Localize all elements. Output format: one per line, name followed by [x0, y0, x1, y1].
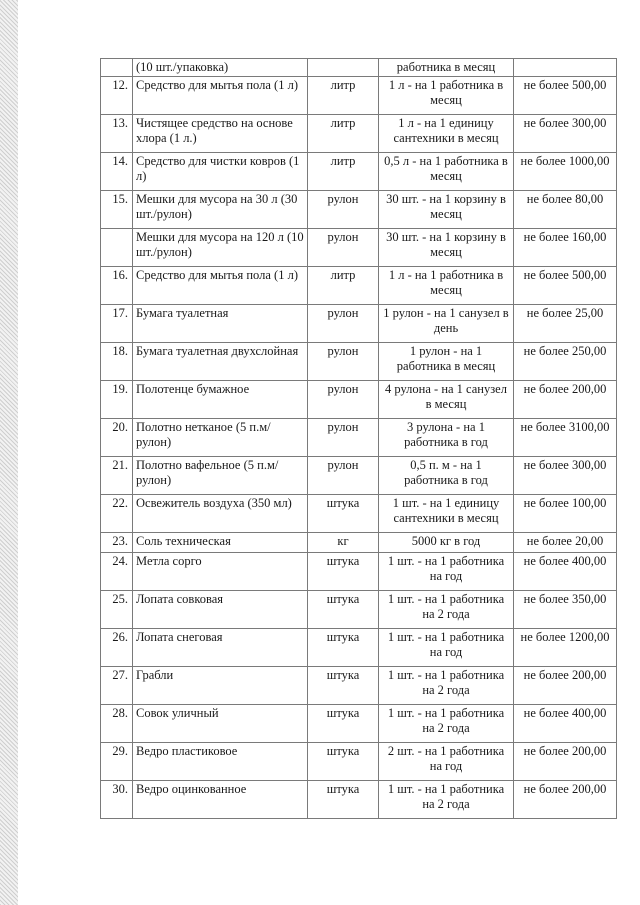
row-number-cell: 24.	[101, 553, 133, 591]
consumption-norm-cell: 1 рулон - на 1 работника в месяц	[379, 343, 514, 381]
item-name-cell: Лопата снеговая	[133, 629, 308, 667]
item-name-cell: Освежитель воздуха (350 мл)	[133, 495, 308, 533]
row-number-cell: 13.	[101, 115, 133, 153]
price-limit-cell: не более 1200,00	[514, 629, 617, 667]
table-row	[101, 305, 617, 343]
row-number-cell: 28.	[101, 705, 133, 743]
unit-of-measure-cell: рулон	[308, 381, 379, 419]
price-limit-cell: не более 300,00	[514, 457, 617, 495]
consumption-norm-cell: 1 рулон - на 1 санузел в день	[379, 305, 514, 343]
item-name-cell: Полотно нетканое (5 п.м/рулон)	[133, 419, 308, 457]
price-limit-cell: не более 400,00	[514, 705, 617, 743]
unit-of-measure-cell: штука	[308, 495, 379, 533]
item-name-cell: Полотно вафельное (5 п.м/рулон)	[133, 457, 308, 495]
row-number-cell: 20.	[101, 419, 133, 457]
item-name-cell: (10 шт./упаковка)	[133, 59, 308, 77]
row-number-cell: 21.	[101, 457, 133, 495]
unit-of-measure-cell: штука	[308, 591, 379, 629]
item-name-cell: Совок уличный	[133, 705, 308, 743]
unit-of-measure-cell: рулон	[308, 191, 379, 229]
price-limit-cell: не более 100,00	[514, 495, 617, 533]
price-limit-cell: не более 25,00	[514, 305, 617, 343]
row-number-cell	[101, 229, 133, 267]
table-row	[101, 381, 617, 419]
item-name-cell: Метла сорго	[133, 553, 308, 591]
table-row	[101, 667, 617, 705]
consumption-norm-cell: 1 шт. - на 1 единицу сантехники в месяц	[379, 495, 514, 533]
table-row	[101, 629, 617, 667]
table-row	[101, 705, 617, 743]
price-limit-cell: не более 80,00	[514, 191, 617, 229]
row-number-cell: 12.	[101, 77, 133, 115]
item-name-cell: Средство для мытья пола (1 л)	[133, 77, 308, 115]
unit-of-measure-cell: штука	[308, 667, 379, 705]
item-name-cell: Соль техническая	[133, 533, 308, 553]
price-limit-cell: не более 200,00	[514, 743, 617, 781]
consumption-norm-cell: 4 рулона - на 1 санузел в месяц	[379, 381, 514, 419]
row-number-cell: 23.	[101, 533, 133, 553]
unit-of-measure-cell: рулон	[308, 229, 379, 267]
consumption-norm-cell: 5000 кг в год	[379, 533, 514, 553]
item-name-cell: Средство для чистки ковров (1 л)	[133, 153, 308, 191]
unit-of-measure-cell: литр	[308, 267, 379, 305]
price-limit-cell: не более 350,00	[514, 591, 617, 629]
table-row	[101, 533, 617, 553]
unit-of-measure-cell: рулон	[308, 305, 379, 343]
item-name-cell: Чистящее средство на основе хлора (1 л.)	[133, 115, 308, 153]
row-number-cell: 19.	[101, 381, 133, 419]
table-row	[101, 591, 617, 629]
consumption-norm-cell: 0,5 п. м - на 1 работника в год	[379, 457, 514, 495]
price-limit-cell: не более 20,00	[514, 533, 617, 553]
consumption-norm-cell: 30 шт. - на 1 корзину в месяц	[379, 229, 514, 267]
item-name-cell: Мешки для мусора на 30 л (30 шт./рулон)	[133, 191, 308, 229]
table-row	[101, 343, 617, 381]
item-name-cell: Лопата совковая	[133, 591, 308, 629]
item-name-cell: Полотенце бумажное	[133, 381, 308, 419]
table-row	[101, 419, 617, 457]
price-limit-cell: не более 500,00	[514, 77, 617, 115]
consumption-norm-cell: 0,5 л - на 1 работника в месяц	[379, 153, 514, 191]
row-number-cell: 15.	[101, 191, 133, 229]
unit-of-measure-cell: кг	[308, 533, 379, 553]
unit-of-measure-cell	[308, 59, 379, 77]
unit-of-measure-cell: штука	[308, 705, 379, 743]
consumption-norm-cell: 30 шт. - на 1 корзину в месяц	[379, 191, 514, 229]
supplies-table	[100, 58, 617, 819]
price-limit-cell: не более 200,00	[514, 381, 617, 419]
item-name-cell: Мешки для мусора на 120 л (10 шт./рулон)	[133, 229, 308, 267]
consumption-norm-cell: 1 шт. - на 1 работника на год	[379, 629, 514, 667]
row-number-cell: 16.	[101, 267, 133, 305]
item-name-cell: Бумага туалетная двухслойная	[133, 343, 308, 381]
row-number-cell: 18.	[101, 343, 133, 381]
table-row	[101, 743, 617, 781]
unit-of-measure-cell: штука	[308, 781, 379, 819]
price-limit-cell: не более 200,00	[514, 667, 617, 705]
scan-edge-texture	[0, 0, 18, 905]
table-row	[101, 191, 617, 229]
unit-of-measure-cell: рулон	[308, 457, 379, 495]
row-number-cell: 29.	[101, 743, 133, 781]
table-body	[101, 59, 617, 819]
row-number-cell: 30.	[101, 781, 133, 819]
table-row	[101, 553, 617, 591]
table-row	[101, 115, 617, 153]
price-limit-cell: не более 1000,00	[514, 153, 617, 191]
price-limit-cell: не более 500,00	[514, 267, 617, 305]
unit-of-measure-cell: штука	[308, 743, 379, 781]
consumption-norm-cell: 1 шт. - на 1 работника на 2 года	[379, 667, 514, 705]
table-row	[101, 457, 617, 495]
consumption-norm-cell: 1 шт. - на 1 работника на 2 года	[379, 591, 514, 629]
item-name-cell: Ведро оцинкованное	[133, 781, 308, 819]
consumption-norm-cell: 1 л - на 1 работника в месяц	[379, 267, 514, 305]
consumption-norm-cell: 1 шт. - на 1 работника на 2 года	[379, 781, 514, 819]
table-row	[101, 267, 617, 305]
row-number-cell: 27.	[101, 667, 133, 705]
table-row	[101, 77, 617, 115]
price-limit-cell: не более 400,00	[514, 553, 617, 591]
consumption-norm-cell: работника в месяц	[379, 59, 514, 77]
item-name-cell: Грабли	[133, 667, 308, 705]
price-limit-cell: не более 160,00	[514, 229, 617, 267]
consumption-norm-cell: 1 шт. - на 1 работника на 2 года	[379, 705, 514, 743]
item-name-cell: Бумага туалетная	[133, 305, 308, 343]
consumption-norm-cell: 2 шт. - на 1 работника на год	[379, 743, 514, 781]
price-limit-cell	[514, 59, 617, 77]
unit-of-measure-cell: рулон	[308, 419, 379, 457]
table-row	[101, 59, 617, 77]
table-row	[101, 153, 617, 191]
consumption-norm-cell: 1 шт. - на 1 работника на год	[379, 553, 514, 591]
item-name-cell: Ведро пластиковое	[133, 743, 308, 781]
table-row	[101, 495, 617, 533]
document-page	[100, 58, 616, 819]
consumption-norm-cell: 3 рулона - на 1 работника в год	[379, 419, 514, 457]
row-number-cell: 14.	[101, 153, 133, 191]
consumption-norm-cell: 1 л - на 1 работника в месяц	[379, 77, 514, 115]
item-name-cell: Средство для мытья пола (1 л)	[133, 267, 308, 305]
price-limit-cell: не более 200,00	[514, 781, 617, 819]
row-number-cell: 17.	[101, 305, 133, 343]
unit-of-measure-cell: рулон	[308, 343, 379, 381]
price-limit-cell: не более 300,00	[514, 115, 617, 153]
row-number-cell: 25.	[101, 591, 133, 629]
price-limit-cell: не более 250,00	[514, 343, 617, 381]
unit-of-measure-cell: штука	[308, 629, 379, 667]
unit-of-measure-cell: литр	[308, 153, 379, 191]
unit-of-measure-cell: литр	[308, 77, 379, 115]
row-number-cell: 22.	[101, 495, 133, 533]
price-limit-cell: не более 3100,00	[514, 419, 617, 457]
table-row	[101, 229, 617, 267]
consumption-norm-cell: 1 л - на 1 единицу сантехники в месяц	[379, 115, 514, 153]
table-row	[101, 781, 617, 819]
unit-of-measure-cell: литр	[308, 115, 379, 153]
unit-of-measure-cell: штука	[308, 553, 379, 591]
row-number-cell	[101, 59, 133, 77]
row-number-cell: 26.	[101, 629, 133, 667]
